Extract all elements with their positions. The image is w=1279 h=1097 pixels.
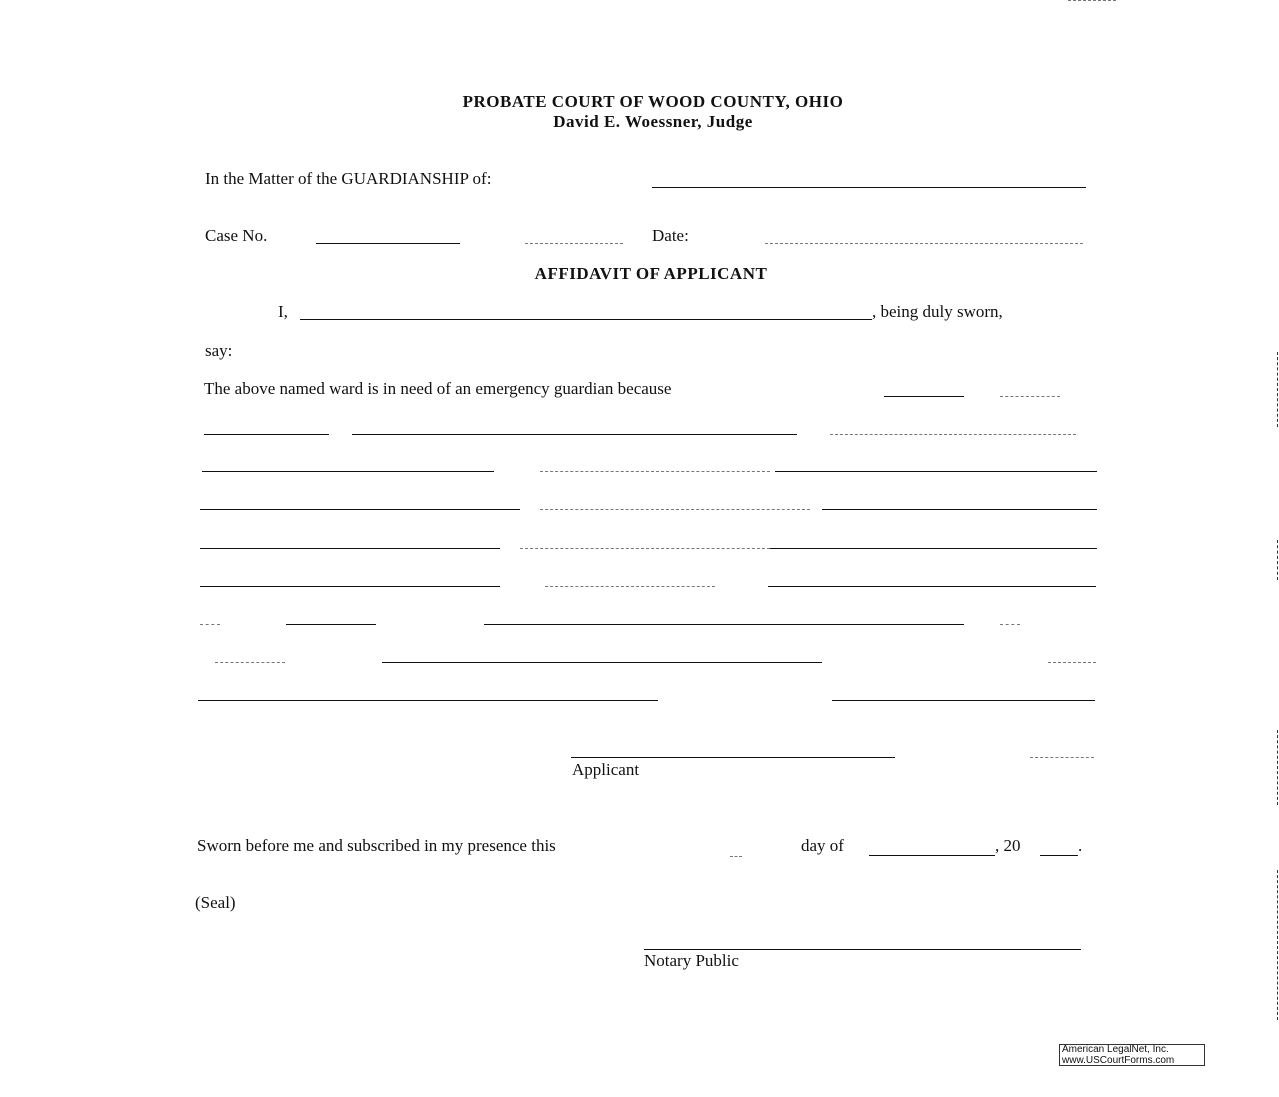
date-field[interactable] (765, 243, 1083, 244)
applicant-label: Applicant (572, 760, 640, 779)
court-title: PROBATE COURT OF WOOD COUNTY, OHIO (462, 92, 844, 111)
notary-signature-field[interactable] (644, 949, 1081, 950)
seal-label: (Seal) (195, 893, 236, 912)
reason-line-8b[interactable] (832, 700, 1095, 701)
reason-line-6d (1000, 624, 1020, 625)
say-label: say: (205, 341, 233, 360)
jurat-text: Sworn before me and subscribed in my presence this (197, 836, 556, 855)
reason-line-3c[interactable] (822, 509, 1097, 510)
guardianship-label: In the Matter of the GUARDIANSHIP of: (205, 169, 492, 188)
reason-line-6b[interactable] (286, 624, 376, 625)
statement-suffix: , being duly sworn, (872, 302, 1003, 321)
jurat-month-field[interactable] (869, 855, 995, 856)
year-prefix: , 20 (995, 836, 1021, 855)
date-label: Date: (652, 226, 689, 245)
day-of-label: day of (801, 836, 844, 855)
scan-mark (1277, 352, 1278, 427)
reason-line-4a[interactable] (200, 548, 500, 549)
scan-mark (1068, 0, 1116, 1)
reason-field-start[interactable] (884, 396, 964, 397)
applicant-signature-field[interactable] (571, 757, 895, 758)
case-no-field-faded (525, 243, 623, 244)
jurat-day-field[interactable] (730, 856, 742, 857)
scan-mark (1277, 870, 1278, 1020)
reason-line-5a[interactable] (200, 586, 500, 587)
reason-line-5b (545, 586, 715, 587)
reason-line-8a[interactable] (198, 700, 658, 701)
judge-name: David E. Woessner, Judge (553, 112, 753, 131)
reason-line-6a (200, 624, 220, 625)
reason-line-4c[interactable] (770, 548, 1097, 549)
reason-line-7c (1048, 662, 1096, 663)
case-no-label: Case No. (205, 226, 268, 245)
guardianship-field[interactable] (652, 187, 1086, 188)
reason-line-1b[interactable] (352, 434, 797, 435)
footer-stamp (1059, 1044, 1205, 1066)
reason-line-1c (830, 434, 1076, 435)
reason-line-7a (215, 662, 285, 663)
footer-company: American LegalNet, Inc. (1062, 1044, 1169, 1055)
reason-line-5c[interactable] (768, 586, 1096, 587)
scan-mark (1277, 540, 1278, 580)
case-no-field[interactable] (316, 243, 460, 244)
reason-line-6c[interactable] (484, 624, 964, 625)
footer-url: www.USCourtForms.com (1062, 1054, 1175, 1066)
reason-line-2a[interactable] (202, 471, 494, 472)
form-title: AFFIDAVIT OF APPLICANT (534, 264, 768, 283)
applicant-name-field[interactable] (300, 319, 872, 320)
reason-line-3a[interactable] (200, 509, 520, 510)
scan-mark (1277, 730, 1278, 805)
jurat-year-field[interactable] (1040, 855, 1078, 856)
reason-line-1a[interactable] (204, 434, 329, 435)
reason-label: The above named ward is in need of an emergency guardian because (204, 379, 672, 398)
reason-line-7b[interactable] (382, 662, 822, 663)
notary-label: Notary Public (644, 951, 739, 970)
reason-line-3b (540, 509, 810, 510)
reason-line-2b (540, 471, 770, 472)
statement-prefix: I, (278, 302, 288, 321)
reason-line-4b (520, 548, 770, 549)
reason-field-faded (1000, 396, 1060, 397)
jurat-period: . (1078, 836, 1083, 855)
applicant-signature-extension (1030, 757, 1094, 758)
reason-line-2c[interactable] (775, 471, 1097, 472)
